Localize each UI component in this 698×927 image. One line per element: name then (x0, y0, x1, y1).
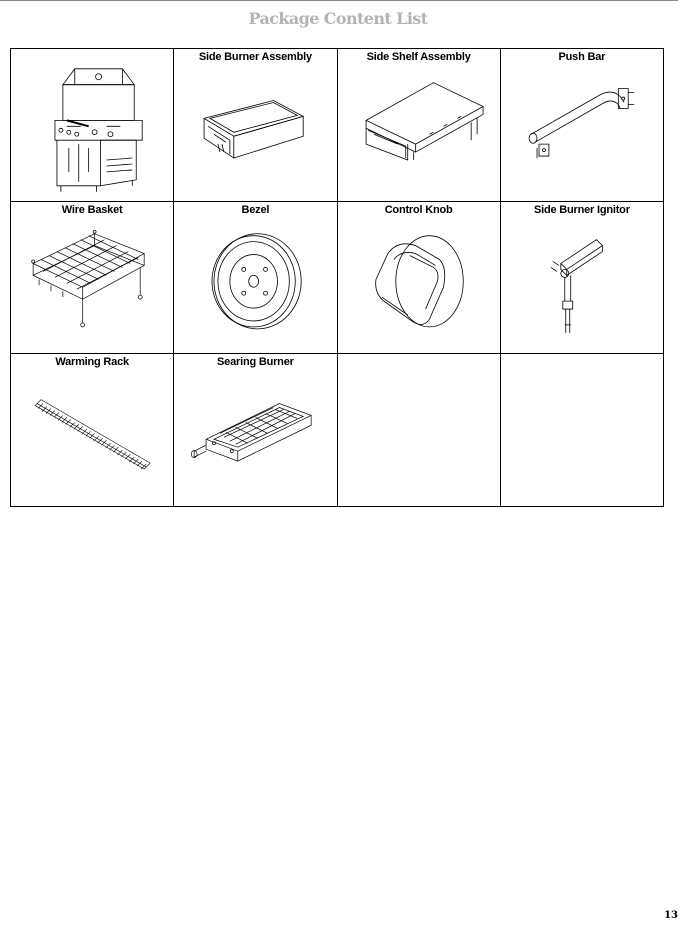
part-cell-grill (11, 49, 174, 202)
part-cell-push-bar (501, 49, 664, 202)
part-label: Warming Rack (55, 356, 129, 369)
part-cell-empty (338, 354, 501, 507)
part-cell-side-shelf-assembly (338, 49, 501, 202)
warming-rack-icon (11, 354, 173, 506)
part-label: Wire Basket (61, 203, 123, 216)
part-cell-searing-burner (174, 354, 337, 507)
part-label: Searing Burner (217, 356, 294, 369)
side-burner-assembly-icon (174, 49, 336, 201)
part-cell-side-burner-assembly (174, 49, 337, 202)
push-bar-icon (501, 49, 663, 201)
page-title: Package Content List (248, 9, 428, 28)
header-rule (0, 0, 678, 1)
grill-cart-icon (11, 49, 173, 201)
control-knob-icon (338, 202, 500, 354)
part-cell-bezel (174, 202, 337, 355)
part-label: Bezel (241, 203, 270, 216)
part-label: Side Burner Assembly (198, 51, 312, 63)
side-shelf-assembly-icon (338, 49, 500, 201)
part-cell-wire-basket (11, 202, 174, 355)
part-cell-side-burner-ignitor (501, 202, 664, 355)
bezel-icon (174, 202, 336, 354)
page-number: 13 (664, 910, 678, 921)
parts-table (10, 48, 664, 507)
side-burner-ignitor-icon (501, 202, 663, 354)
part-cell-empty (501, 354, 664, 507)
part-cell-warming-rack (11, 354, 174, 507)
part-cell-control-knob (338, 202, 501, 355)
part-label: Push Bar (558, 51, 606, 63)
part-label: Side Shelf Assembly (366, 51, 471, 63)
wire-basket-icon (11, 202, 173, 354)
part-label: Control Knob (384, 203, 453, 216)
part-label: Side Burner Ignitor (533, 203, 630, 216)
searing-burner-icon (174, 354, 336, 506)
